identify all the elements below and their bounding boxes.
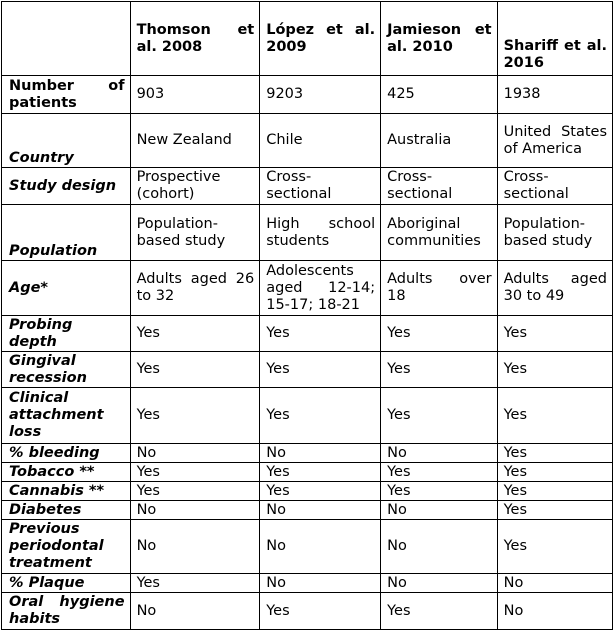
table-row bbox=[2, 168, 613, 205]
cell-lopez: 9203 bbox=[260, 76, 381, 114]
cell-lopez: No bbox=[260, 574, 381, 593]
column-header-shariff: Shariff et al. 2016 bbox=[497, 2, 612, 76]
row-label: Study design bbox=[2, 168, 131, 205]
cell-thomson: No bbox=[130, 444, 260, 463]
cell-shariff: 1938 bbox=[497, 76, 612, 114]
table-row bbox=[2, 316, 613, 352]
cell-jamieson: Yes bbox=[381, 388, 497, 444]
cell-thomson: Yes bbox=[130, 463, 260, 482]
table-row bbox=[2, 501, 613, 520]
cell-jamieson: Yes bbox=[381, 593, 497, 630]
cell-shariff: No bbox=[497, 574, 612, 593]
cell-thomson: Adults aged 26 to 32 bbox=[130, 261, 260, 316]
table-row bbox=[2, 593, 613, 630]
cell-shariff: Yes bbox=[497, 501, 612, 520]
cell-lopez: No bbox=[260, 520, 381, 574]
column-header-thomson: Thomson et al. 2008 bbox=[130, 2, 260, 76]
table-row bbox=[2, 352, 613, 388]
row-label: Number of patients bbox=[2, 76, 131, 114]
table-row bbox=[2, 76, 613, 114]
cell-thomson: No bbox=[130, 520, 260, 574]
row-label: Probing depth bbox=[2, 316, 131, 352]
row-label: Age* bbox=[2, 261, 131, 316]
cell-shariff: Yes bbox=[497, 388, 612, 444]
row-label: % bleeding bbox=[2, 444, 131, 463]
header-row bbox=[2, 2, 613, 76]
table-row bbox=[2, 205, 613, 261]
cell-jamieson: 425 bbox=[381, 76, 497, 114]
cell-shariff: Yes bbox=[497, 444, 612, 463]
cell-jamieson: Yes bbox=[381, 463, 497, 482]
cell-shariff: Population-based study bbox=[497, 205, 612, 261]
table-row bbox=[2, 520, 613, 574]
cell-jamieson: Aboriginal communities bbox=[381, 205, 497, 261]
row-label: Diabetes bbox=[2, 501, 131, 520]
cell-shariff: Yes bbox=[497, 482, 612, 501]
cell-thomson: Yes bbox=[130, 316, 260, 352]
cell-jamieson: Yes bbox=[381, 316, 497, 352]
cell-shariff: Yes bbox=[497, 352, 612, 388]
corner-cell bbox=[2, 2, 131, 76]
cell-lopez: Adolescents aged 12-14; 15-17; 18-21 bbox=[260, 261, 381, 316]
cell-jamieson: No bbox=[381, 501, 497, 520]
table-row bbox=[2, 261, 613, 316]
cell-shariff: No bbox=[497, 593, 612, 630]
cell-lopez: Yes bbox=[260, 388, 381, 444]
cell-jamieson: Australia bbox=[381, 114, 497, 168]
column-header-lopez: López et al. 2009 bbox=[260, 2, 381, 76]
row-label: Tobacco ** bbox=[2, 463, 131, 482]
cell-thomson: Yes bbox=[130, 388, 260, 444]
row-label: % Plaque bbox=[2, 574, 131, 593]
cell-jamieson: No bbox=[381, 574, 497, 593]
cell-lopez: High school students bbox=[260, 205, 381, 261]
row-label: Oral hygiene habits bbox=[2, 593, 131, 630]
comparison-table bbox=[1, 1, 613, 630]
cell-shariff: Cross-sectional bbox=[497, 168, 612, 205]
cell-lopez: Yes bbox=[260, 482, 381, 501]
cell-shariff: Yes bbox=[497, 316, 612, 352]
cell-thomson: Yes bbox=[130, 574, 260, 593]
row-label: Previous periodontal treatment bbox=[2, 520, 131, 574]
cell-jamieson: Adults over 18 bbox=[381, 261, 497, 316]
cell-shariff: Yes bbox=[497, 463, 612, 482]
cell-jamieson: No bbox=[381, 520, 497, 574]
cell-lopez: No bbox=[260, 501, 381, 520]
row-label: Country bbox=[2, 114, 131, 168]
cell-thomson: No bbox=[130, 593, 260, 630]
cell-lopez: Yes bbox=[260, 593, 381, 630]
cell-jamieson: Yes bbox=[381, 352, 497, 388]
cell-thomson: 903 bbox=[130, 76, 260, 114]
table-row bbox=[2, 388, 613, 444]
cell-jamieson: Cross-sectional bbox=[381, 168, 497, 205]
cell-thomson: Yes bbox=[130, 482, 260, 501]
cell-jamieson: Yes bbox=[381, 482, 497, 501]
row-label: Gingival recession bbox=[2, 352, 131, 388]
row-label: Population bbox=[2, 205, 131, 261]
table-row bbox=[2, 574, 613, 593]
cell-lopez: Yes bbox=[260, 463, 381, 482]
cell-lopez: Cross-sectional bbox=[260, 168, 381, 205]
cell-thomson: Population-based study bbox=[130, 205, 260, 261]
table-row bbox=[2, 482, 613, 501]
row-label: Clinical attachment loss bbox=[2, 388, 131, 444]
cell-lopez: No bbox=[260, 444, 381, 463]
row-label: Cannabis ** bbox=[2, 482, 131, 501]
cell-thomson: New Zealand bbox=[130, 114, 260, 168]
cell-lopez: Yes bbox=[260, 316, 381, 352]
cell-thomson: No bbox=[130, 501, 260, 520]
cell-thomson: Yes bbox=[130, 352, 260, 388]
cell-lopez: Yes bbox=[260, 352, 381, 388]
cell-shariff: United States of America bbox=[497, 114, 612, 168]
cell-shariff: Adults aged 30 to 49 bbox=[497, 261, 612, 316]
table-row bbox=[2, 463, 613, 482]
cell-jamieson: No bbox=[381, 444, 497, 463]
cell-thomson: Prospective (cohort) bbox=[130, 168, 260, 205]
table-row bbox=[2, 444, 613, 463]
table-row bbox=[2, 114, 613, 168]
cell-lopez: Chile bbox=[260, 114, 381, 168]
column-header-jamieson: Jamieson et al. 2010 bbox=[381, 2, 497, 76]
cell-shariff: Yes bbox=[497, 520, 612, 574]
